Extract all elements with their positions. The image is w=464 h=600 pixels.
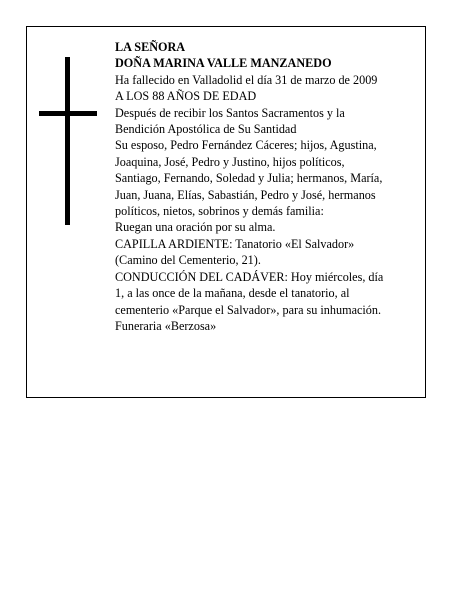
age-line: A LOS 88 AÑOS DE EDAD (115, 89, 257, 104)
body-line: Juan, Juana, Elías, Sabastián, Pedro y José, hermanos (115, 187, 376, 202)
cross-icon (39, 57, 97, 225)
death-line: Ha fallecido en Valladolid el día 31 de marzo de 2009 (115, 72, 378, 87)
body-line: Su esposo, Pedro Fernández Cáceres; hijos, Agustina, (115, 138, 377, 153)
obituary-notice (26, 26, 426, 398)
heading: LA SEÑORA (115, 40, 186, 54)
body-line: CONDUCCIÓN DEL CADÁVER: Hoy miércoles, día (115, 269, 384, 284)
body-line: CAPILLA ARDIENTE: Tanatorio «El Salvador» (115, 236, 355, 251)
body-line: Ruegan una oración por su alma. (115, 220, 276, 235)
body-line: 1, a las once de la mañana, desde el tanatorio, al (115, 286, 350, 301)
obituary-text (115, 39, 421, 334)
body-line: políticos, nietos, sobrinos y demás familia: (115, 204, 324, 219)
body-line: Después de recibir los Santos Sacramentos y la (115, 105, 345, 120)
deceased-name: DOÑA MARINA VALLE MANZANEDO (115, 56, 332, 71)
body-line: cementerio «Parque el Salvador», para su inhumación. (115, 302, 382, 317)
body-line: Bendición Apostólica de Su Santidad (115, 122, 297, 137)
body-line: (Camino del Cementerio, 21). (115, 253, 261, 268)
body-line: Santiago, Fernando, Soledad y Julia; hermanos, María, (115, 171, 383, 186)
body-line: Joaquina, José, Pedro y Justino, hijos políticos, (115, 154, 345, 169)
body-line: Funeraria «Berzosa» (115, 318, 217, 333)
